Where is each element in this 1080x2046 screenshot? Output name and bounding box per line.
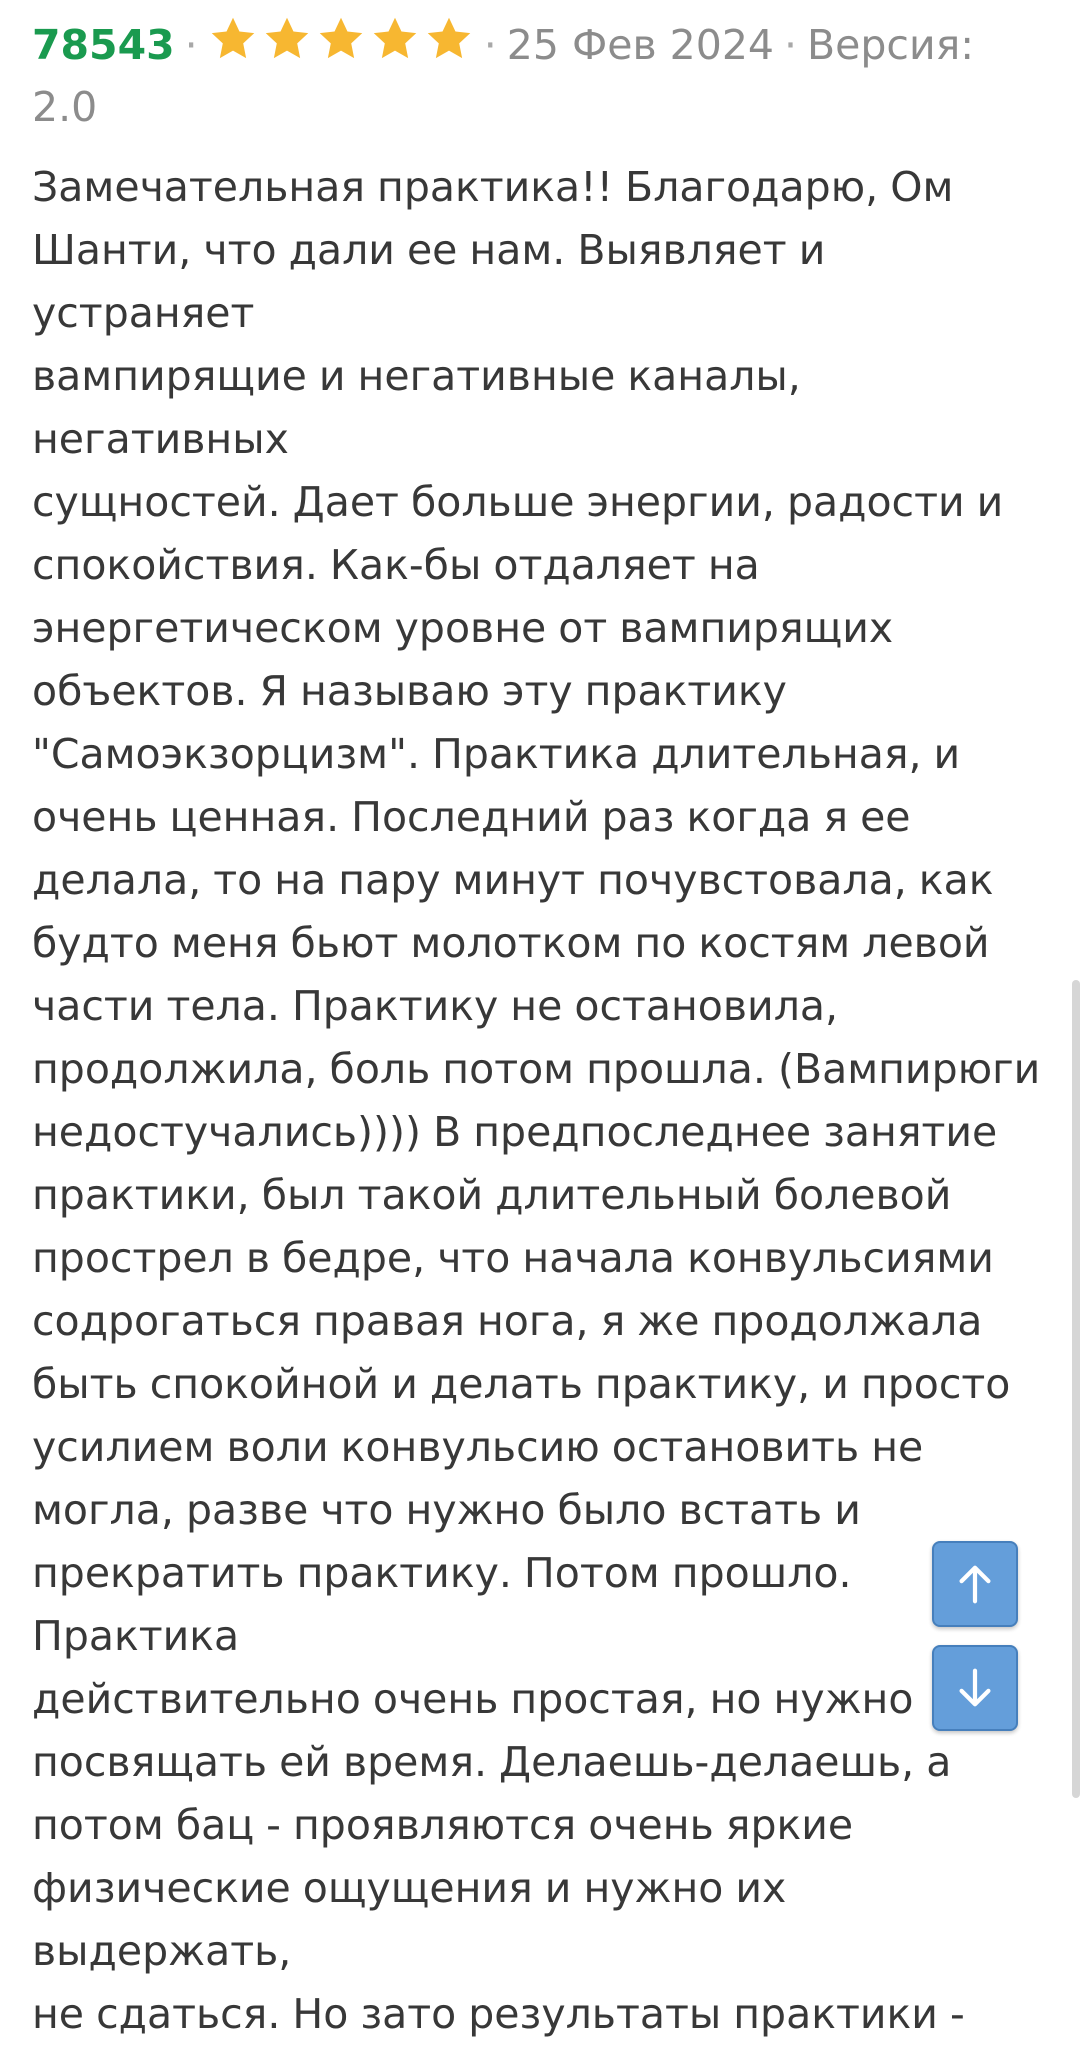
- star-icon: [208, 14, 258, 64]
- separator-dot: ·: [483, 21, 497, 69]
- arrow-down-icon: [952, 1665, 998, 1711]
- review-card: [32, 14, 1052, 2046]
- scroll-up-button[interactable]: [932, 1541, 1018, 1627]
- review-date: 25 Фев 2024: [506, 21, 774, 69]
- scrollbar[interactable]: [1072, 980, 1080, 1798]
- scroll-down-button[interactable]: [932, 1645, 1018, 1731]
- review-text: Замечательная практика!! Благодарю, Ом Шанти, что дали ее нам. Выявляет и устраняет вампирящие и негативные каналы, негативных сущностей. Дает больше энергии, радости и спокойствия. Как-бы отдаляет на энергетическом уровне от вампирящих объектов. Я называю эту практику "Самоэкзорцизм". Практика длительная, и очень ценная. Последний раз когда я ее делала, то на пару минут почувстовала, как будто меня бьют молотком по костям левой части тела. Практику не остановила, продолжила, боль потом прошла. (Вампирюги недостучались)))) В предпоследнее занятие практики, был такой длительный болевой прострел в бедре, что начала конвульсиями содрогаться правая нога, я же продолжала быть спокойной и делать практику, и просто усилием воли конвульсию остановить не могла, разве что нужно было встать и прекратить практику. Потом прошло. Практика действительно очень простая, но нужно посвящать ей время. Делаешь-делаешь, а потом бац - проявляются очень яркие физические ощущения и нужно их выдержать, не сдаться. Но зато результаты практики -: [32, 163, 1041, 2038]
- star-icon: [262, 14, 312, 64]
- review-meta: [32, 14, 1052, 138]
- separator-dot: ·: [784, 21, 798, 69]
- review-version: Версия: 2.0: [32, 21, 975, 131]
- rating-stars: [208, 14, 474, 64]
- star-icon: [370, 14, 420, 64]
- review-author[interactable]: 78543: [32, 21, 175, 69]
- separator-dot: ·: [184, 21, 198, 69]
- star-icon: [424, 14, 474, 64]
- star-icon: [316, 14, 366, 64]
- arrow-up-icon: [952, 1561, 998, 1607]
